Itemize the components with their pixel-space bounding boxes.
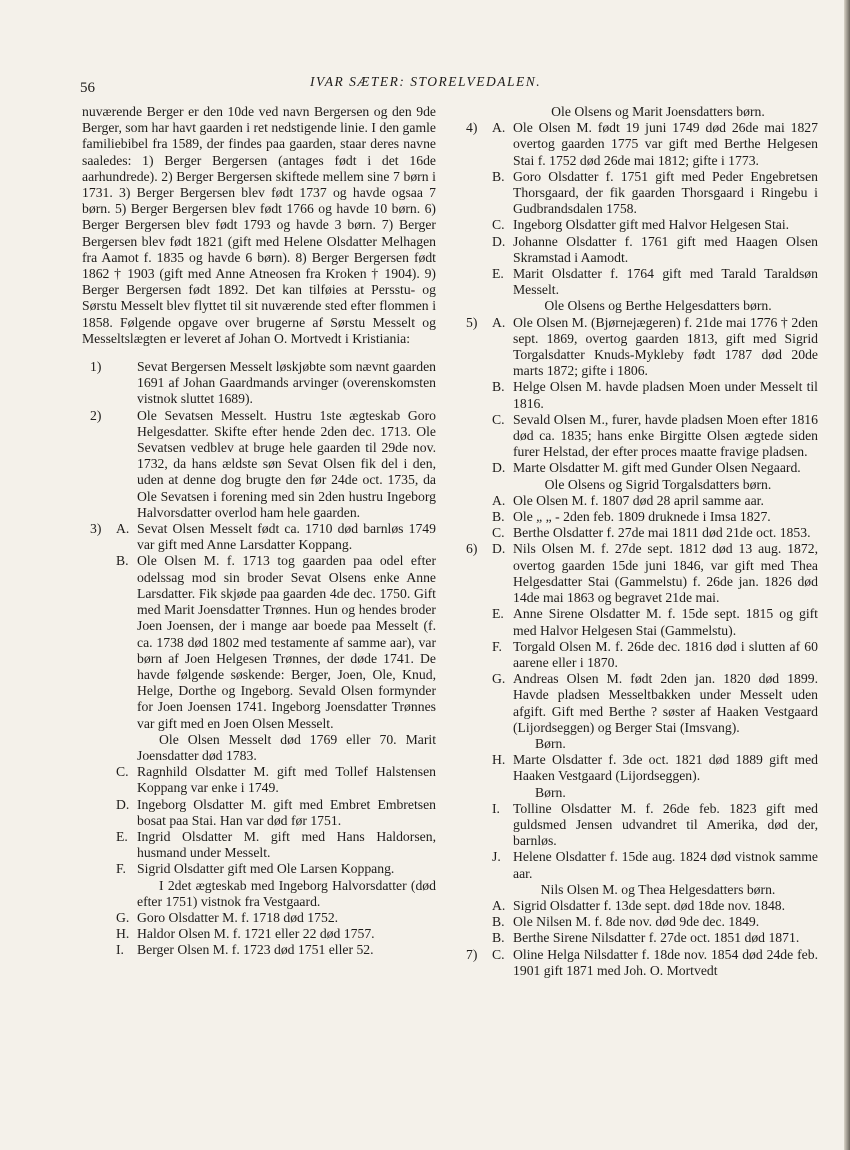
genealogy-entry	[82, 408, 436, 521]
entry-text: Berthe Olsdatter f. 27de mai 1811 død 21de oct. 1853.	[513, 525, 811, 541]
entry-text: Haldor Olsen M. f. 1721 eller 22 død 1757.	[137, 926, 375, 942]
entry-text: Ole Olsen Messelt død 1769 eller 70. Marit Joensdatter død 1783.	[137, 731, 436, 763]
genealogy-entry	[458, 169, 818, 218]
entry-text: Oline Helga Nilsdatter f. 18de nov. 1854 død 24de feb. 1901 gift 1871 med Joh. O. Mortvedt	[513, 946, 818, 978]
entry-text: Tolline Olsdatter M. f. 26de feb. 1823 gift med guldsmed Jensen udvandret til Amerika, død der, barnløs.	[513, 800, 818, 849]
entry-text: Sevat Olsen Messelt født ca. 1710 død barnløs 1749 var gift med Anne Larsdatter Koppang.	[137, 521, 436, 553]
genealogy-entry	[82, 926, 436, 942]
genealogy-entry	[458, 315, 818, 380]
genealogy-entry	[458, 217, 818, 233]
entry-text: Ole Olsen M. f. 1807 død 28 april samme aar.	[513, 492, 764, 508]
entry-letter: E.	[116, 828, 128, 844]
genealogy-entry	[458, 947, 818, 979]
entry-text: Sevald Olsen M., furer, havde pladsen Moen efter 1816 død ca. 1835; hans enke Birgitte Olsen ægtede siden furer Helstad, der efter proces maatte fravige pladsen.	[513, 411, 818, 460]
genealogy-entry	[458, 849, 818, 881]
generation-number: 4)	[466, 120, 478, 136]
entry-letter: B.	[492, 379, 505, 395]
entry-text: Sigrid Olsdatter gift med Ole Larsen Koppang.	[137, 861, 395, 877]
entry-text: Berger Olsen M. f. 1723 død 1751 eller 52.	[137, 942, 374, 958]
genealogy-entry	[458, 930, 818, 946]
page-number: 56	[80, 80, 95, 96]
genealogy-entry	[458, 639, 818, 671]
entry-text: Ole Olsen M. født 19 juni 1749 død 26de mai 1827 overtog gaarden 1775 var gift med Berthe Helgesen Stai f. 1752 død 26de mai 1812; gifte i 1773.	[513, 120, 818, 168]
genealogy-entry	[458, 266, 818, 298]
entry-letter: C.	[492, 525, 505, 541]
entry-letter: D.	[492, 541, 506, 557]
genealogy-entry	[458, 801, 818, 850]
genealogy-entry	[82, 829, 436, 861]
entry-text: Ole Olsen M. (Bjørnejægeren) f. 21de mai 1776 † 2den sept. 1869, overtog gaarden 1813, gift med Sigrid Torgalsdatter Knuds-Mykleby født 1787 død 20de marts 1872; gifte i 1806.	[513, 314, 818, 379]
genealogy-entry	[82, 942, 436, 958]
genealogy-entry	[82, 732, 436, 764]
entry-letter: A.	[492, 492, 506, 508]
page-edge-shadow	[844, 0, 850, 1150]
genealogy-entry	[458, 898, 818, 914]
generation-number: 6)	[466, 541, 478, 557]
entry-letter: C.	[492, 411, 505, 427]
genealogy-entry	[458, 509, 818, 525]
entry-text: Goro Olsdatter f. 1751 gift med Peder Engebretsen Thorsgaard, der fik gaarden Thorsgaard i Ringebu i Gudbrandsdalen 1758.	[513, 168, 818, 217]
entry-letter: C.	[492, 946, 505, 962]
entry-text: Børn.	[535, 784, 566, 800]
entry-letter: G.	[116, 909, 130, 925]
genealogy-entry	[82, 797, 436, 829]
entry-text: Marte Olsdatter M. gift med Gunder Olsen Negaard.	[513, 460, 801, 476]
entry-text: Helge Olsen M. havde pladsen Moen under Messelt til 1816.	[513, 379, 818, 411]
entry-text: Ole Sevatsen Messelt. Hustru 1ste ægteskab Goro Helgesdatter. Skifte efter hende 2den dec. 1713. Ole Sevatsen vedblev at bruge hele gaarden til 29de nov. 1732, da hans ældste søn Sevat Olsen fik del i den, uden at denne dog brugte den før 24de oct. 1735, da Ole Sevatsen i forening med sin 2den hustru Ingeborg Halvorsdatter overlod ham hele gaarden.	[137, 407, 436, 520]
entry-text: Helene Olsdatter f. 15de aug. 1824 død vistnok samme aar.	[513, 849, 818, 881]
entry-text: I 2det ægteskab med Ingeborg Halvorsdatter (død efter 1751) vistnok fra Vestgaard.	[137, 877, 436, 909]
entry-text: Anne Sirene Olsdatter M. f. 15de sept. 1815 og gift med Halvor Helgesen Stai (Gammelstu).	[513, 606, 818, 638]
entry-text: Ingrid Olsdatter M. gift med Hans Haldorsen, husmand under Messelt.	[137, 828, 436, 861]
entry-text: Berthe Sirene Nilsdatter f. 27de oct. 1851 død 1871.	[513, 930, 800, 946]
genealogy-entry	[458, 541, 818, 606]
genealogy-entry	[458, 412, 818, 461]
entry-letter: H.	[116, 926, 130, 942]
entry-letter: D.	[492, 233, 506, 249]
entry-text: Børn.	[535, 735, 566, 751]
entry-text: Ragnhild Olsdatter M. gift med Tollef Halstensen Koppang var enke i 1749.	[137, 764, 436, 796]
entry-letter: H.	[492, 752, 506, 768]
entry-letter: F.	[116, 861, 126, 877]
entry-text: Andreas Olsen M. født 2den jan. 1820 død 1899. Havde pladsen Messeltbakken under Messelt uden afgift. Gift med Berthe ? søster af Haaken Vestgaard (Lijordseggen) og Berger Stai (Imsvang).	[513, 671, 818, 735]
genealogy-entry	[82, 553, 436, 731]
entry-letter: B.	[492, 168, 505, 184]
entry-text: Sevat Bergersen Messelt løskjøbte som nævnt gaarden 1691 af Johan Gaardmands arvinger (overenskomsten vistnok sluttet 1689).	[137, 359, 436, 407]
genealogy-entry	[458, 460, 818, 476]
entry-letter: I.	[116, 942, 124, 958]
genealogy-entry	[458, 379, 818, 411]
entry-letter: B.	[492, 509, 505, 525]
generation-number: 3)	[90, 521, 102, 537]
entry-letter: I.	[492, 800, 500, 816]
genealogy-entry	[458, 234, 818, 266]
genealogy-entry	[82, 861, 436, 877]
entry-letter: D.	[116, 796, 130, 812]
entry-text: Johanne Olsdatter f. 1761 gift med Haagen Olsen Skramstad i Aamodt.	[513, 233, 818, 265]
generation-number: 2)	[90, 407, 102, 423]
entry-text: Ole Nilsen M. f. 8de nov. død 9de dec. 1849.	[513, 914, 760, 930]
entry-text: Nils Olsen M. f. 27de sept. 1812 død 13 aug. 1872, overtog gaarden 15de juni 1846, var gift med Thea Helgesdatter Stai (Gammelstu) f. 26de jan. 1826 død 14de mai 1863 og begravet 21de mai.	[513, 541, 818, 606]
right-entry-list	[458, 104, 818, 979]
entry-letter: A.	[116, 521, 130, 537]
genealogy-entry	[458, 785, 818, 801]
genealogy-entry	[458, 671, 818, 736]
children-heading: Ole Olsens og Sigrid Torgalsdatters børn.	[544, 476, 772, 492]
intro-paragraph: nuværende Berger er den 10de ved navn Bergersen og den 9de Berger, som har havt gaarden i ret nedstigende linie. I den gamle familiebibel fra 1589, der findes paa gaarden, staar deres navne saaledes: 1) Berger Bergersen (antages født i det 16de aarhundrede). 2) Berger Bergersen skiftede mellem sine 7 børn i 1731. 3) Berger Bergersen blev født 1737 og havde ogsaa 7 børn. 5) Berger Bergersen blev født 1766 og havde 10 børn. 6) Berger Bergersen blev født 1793 og havde 3 børn. 7) Berger Bergersen blev født 1821 (gift med Helene Olsdatter Melhagen fra Aamot f. 1835 og havde 6 børn). 8) Berger Bergersen født 1862 † 1903 (gift med Anne Atneosen fra Kroken † 1904). 9) Berger Bergersen født 1892. Det kan tilføies at Persstu- og Sørstu Messelt blev flyttet til sit nuværende sted efter flommen i 1858. Følgende opgave over brugerne af Sørstu Messelt og Messeltslægten er leveret af Johan O. Mortvedt i Kristiania:	[82, 104, 436, 346]
genealogy-entry	[458, 736, 818, 752]
entry-letter: B.	[492, 930, 505, 946]
genealogy-entry	[458, 914, 818, 930]
genealogy-entry	[82, 878, 436, 910]
entry-letter: E.	[492, 266, 504, 282]
entry-letter: B.	[492, 914, 505, 930]
genealogy-entry	[458, 493, 818, 509]
entry-letter: F.	[492, 638, 502, 654]
left-column	[82, 104, 436, 959]
entry-text: Ole Olsen M. f. 1713 tog gaarden paa odel efter odelssag mod sin broder Sevat Olsens enke Anne Larsdatter. Fik skjøde paa gaarden 4de dec. 1750. Gift med Marit Joensdatter Trønnes. Hun og hendes broder Joen Joensen, der i mange aar boede paa Messelt (f. ca. 1738 død 1802 med testamente af samme aar), var børn af Joen Helgesen Trønnes, der døde 1741. De havde følgende søskende: Berger, Joen, Ole, Knud, Helge, Dorthe og Ingeborg. Sevald Olsen formynder for Joen Joensen 1741. Ingeborg Joensdatter Trønnes var gift med en Joen Olsen Messelt.	[137, 553, 436, 731]
right-column	[458, 104, 818, 979]
genealogy-entry	[82, 910, 436, 926]
genealogy-entry	[458, 120, 818, 169]
genealogy-entry	[458, 752, 818, 784]
generation-number: 5)	[466, 314, 478, 330]
generation-number: 7)	[466, 946, 478, 962]
entry-letter: A.	[492, 120, 506, 136]
entry-text: Ingeborg Olsdatter M. gift med Embret Embretsen bosat paa Stai. Han var død før 1751.	[137, 796, 436, 828]
entry-letter: J.	[492, 849, 501, 865]
children-heading: Ole Olsens og Berthe Helgesdatters børn.	[544, 298, 772, 314]
entry-letter: E.	[492, 606, 504, 622]
entry-text: Marit Olsdatter f. 1764 gift med Tarald Taraldsøn Messelt.	[513, 266, 818, 298]
entry-text: Torgald Olsen M. f. 26de dec. 1816 død i slutten af 60 aarene eller i 1870.	[513, 638, 818, 670]
children-heading: Ole Olsens og Marit Joensdatters børn.	[551, 104, 765, 119]
entry-letter: A.	[492, 314, 506, 330]
entry-letter: C.	[492, 217, 505, 233]
running-title: IVAR SÆTER: STORELVEDALEN.	[310, 74, 542, 89]
entry-letter: A.	[492, 897, 506, 913]
entry-letter: G.	[492, 671, 506, 687]
entry-letter: D.	[492, 460, 506, 476]
genealogy-entry	[458, 606, 818, 638]
genealogy-entry	[458, 525, 818, 541]
genealogy-entry	[82, 359, 436, 408]
entry-letter: B.	[116, 553, 129, 569]
entry-text: Marte Olsdatter f. 3de oct. 1821 død 1889 gift med Haaken Vestgaard (Lijordseggen).	[513, 752, 818, 784]
entry-text: Ole „ „ - 2den feb. 1809 druknede i Imsa 1827.	[513, 509, 771, 525]
entry-letter: C.	[116, 764, 129, 780]
entry-text: Sigrid Olsdatter f. 13de sept. død 18de nov. 1848.	[513, 897, 786, 913]
left-entry-list	[82, 359, 436, 959]
genealogy-entry	[82, 521, 436, 553]
generation-number: 1)	[90, 359, 102, 375]
children-heading: Nils Olsen M. og Thea Helgesdatters børn.	[540, 881, 776, 897]
entry-text: Ingeborg Olsdatter gift med Halvor Helgesen Stai.	[513, 217, 790, 233]
entry-text: Goro Olsdatter M. f. 1718 død 1752.	[137, 909, 339, 925]
genealogy-entry	[82, 764, 436, 796]
